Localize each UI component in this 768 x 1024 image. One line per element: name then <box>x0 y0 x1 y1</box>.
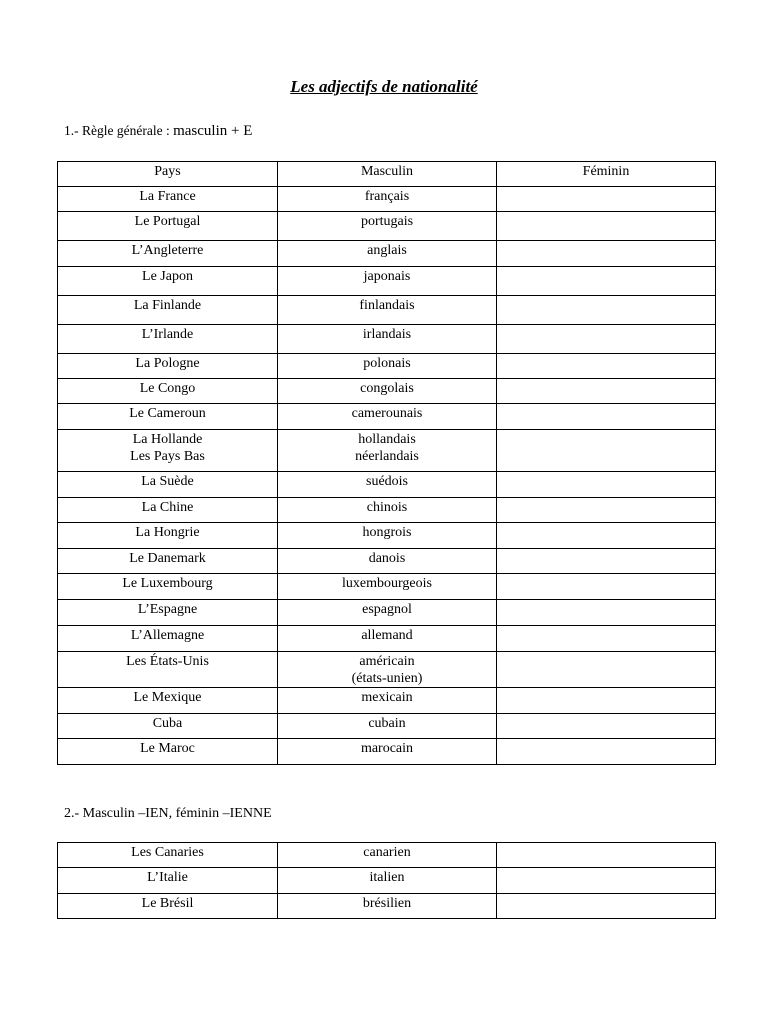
feminin-text <box>497 739 715 740</box>
feminin-cell <box>497 652 716 688</box>
table-row <box>58 843 716 868</box>
feminin-text <box>497 212 715 213</box>
table-row <box>58 739 716 765</box>
pays-text: La Hollande Les Pays Bas <box>130 432 205 464</box>
pays-text: Les Canaries <box>131 845 204 860</box>
table-row <box>58 267 716 296</box>
feminin-cell <box>497 325 716 354</box>
masculin-text: marocain <box>360 741 414 756</box>
feminin-cell <box>497 241 716 267</box>
masculin-cell <box>278 241 497 267</box>
pays-text: La France <box>139 189 196 204</box>
table-row <box>58 574 716 600</box>
table-row <box>58 523 716 549</box>
feminin-text <box>497 296 715 297</box>
feminin-cell <box>497 714 716 739</box>
feminin-text <box>497 652 715 653</box>
masculin-text: camerounais <box>351 406 423 421</box>
masculin-text: mexicain <box>361 690 413 705</box>
feminin-cell <box>497 379 716 404</box>
masculin-cell <box>278 325 497 354</box>
pays-text: Le Brésil <box>141 896 194 911</box>
feminin-cell <box>497 212 716 241</box>
feminin-cell <box>497 354 716 379</box>
pays-text: Le Maroc <box>140 741 195 756</box>
feminin-text <box>497 472 715 473</box>
pays-cell <box>58 241 278 267</box>
masculin-text: portugais <box>360 214 414 229</box>
feminin-text <box>497 241 715 242</box>
table-row <box>58 430 716 472</box>
feminin-text <box>497 574 715 575</box>
feminin-cell <box>497 498 716 523</box>
feminin-cell <box>497 868 716 894</box>
pays-cell <box>58 843 278 868</box>
masculin-cell <box>278 354 497 379</box>
table-row <box>58 241 716 267</box>
masculin-text: irlandais <box>362 327 412 342</box>
masculin-cell <box>278 714 497 739</box>
pays-cell <box>58 688 278 714</box>
header-masculin-text: Masculin <box>360 164 414 179</box>
feminin-text <box>497 354 715 355</box>
table-row <box>58 600 716 626</box>
table-row <box>58 404 716 430</box>
masculin-text: américain (états-unien) <box>351 654 423 686</box>
feminin-text <box>497 600 715 601</box>
feminin-text <box>497 430 715 431</box>
document-title: Les adjectifs de nationalité <box>290 77 478 96</box>
feminin-text <box>497 549 715 550</box>
table-row <box>58 325 716 354</box>
masculin-text: allemand <box>361 628 413 643</box>
table-row <box>58 379 716 404</box>
pays-text: La Suède <box>141 474 194 489</box>
masculin-cell <box>278 868 497 894</box>
table-row <box>58 894 716 919</box>
feminin-cell <box>497 472 716 498</box>
pays-cell <box>58 626 278 652</box>
pays-text: Cuba <box>152 716 183 731</box>
section1-heading <box>64 123 252 140</box>
masculin-cell <box>278 523 497 549</box>
masculin-text: italien <box>369 870 405 885</box>
masculin-text: japonais <box>363 269 411 284</box>
masculin-text: hollandais néerlandais <box>355 432 419 464</box>
pays-cell <box>58 267 278 296</box>
pays-cell <box>58 894 278 919</box>
pays-cell <box>58 868 278 894</box>
feminin-cell <box>497 739 716 765</box>
masculin-cell <box>278 688 497 714</box>
masculin-cell <box>278 894 497 919</box>
masculin-cell <box>278 739 497 765</box>
pays-cell <box>58 379 278 404</box>
feminin-cell <box>497 688 716 714</box>
feminin-text <box>497 626 715 627</box>
masculin-text: cubain <box>368 716 406 731</box>
masculin-text: canarien <box>363 845 411 860</box>
feminin-text <box>497 523 715 524</box>
pays-text: Le Cameroun <box>129 406 206 421</box>
header-pays-cell <box>58 162 278 187</box>
masculin-text: anglais <box>367 243 407 258</box>
section1-heading-rule: masculin + E <box>173 123 253 139</box>
header-pays-text: Pays <box>154 164 181 179</box>
pays-text: Le Portugal <box>134 214 201 229</box>
feminin-cell <box>497 523 716 549</box>
feminin-cell <box>497 894 716 919</box>
feminin-text <box>497 404 715 405</box>
pays-cell <box>58 652 278 688</box>
masculin-cell <box>278 472 497 498</box>
header-feminin-cell <box>497 162 716 187</box>
pays-text: Le Japon <box>142 269 193 284</box>
masculin-text: luxembourgeois <box>342 576 432 591</box>
feminin-cell <box>497 626 716 652</box>
masculin-text: brésilien <box>362 896 412 911</box>
pays-cell <box>58 430 278 472</box>
pays-cell <box>58 187 278 212</box>
pays-text: L’Italie <box>147 870 188 885</box>
nationality-table-2 <box>57 842 716 919</box>
pays-text: La Hongrie <box>135 525 200 540</box>
masculin-text: congolais <box>360 381 414 396</box>
masculin-cell <box>278 212 497 241</box>
masculin-cell <box>278 843 497 868</box>
masculin-cell <box>278 187 497 212</box>
pays-text: La Finlande <box>133 298 202 313</box>
masculin-text: espagnol <box>362 602 412 617</box>
table-row <box>58 868 716 894</box>
table-row <box>58 212 716 241</box>
pays-text: Le Danemark <box>129 551 206 566</box>
pays-cell <box>58 523 278 549</box>
masculin-cell <box>278 267 497 296</box>
feminin-cell <box>497 187 716 212</box>
pays-text: L’Espagne <box>137 602 198 617</box>
pays-cell <box>58 600 278 626</box>
feminin-cell <box>497 843 716 868</box>
header-masculin-cell <box>278 162 497 187</box>
section1-heading-prefix: 1.- Règle générale : <box>64 123 174 138</box>
feminin-text <box>497 267 715 268</box>
pays-text: Le Luxembourg <box>122 576 213 591</box>
feminin-text <box>497 325 715 326</box>
pays-cell <box>58 498 278 523</box>
masculin-cell <box>278 296 497 325</box>
masculin-cell <box>278 498 497 523</box>
feminin-cell <box>497 430 716 472</box>
pays-cell <box>58 574 278 600</box>
pays-cell <box>58 549 278 574</box>
masculin-text: finlandais <box>359 298 415 313</box>
table-row <box>58 688 716 714</box>
table-row <box>58 354 716 379</box>
feminin-text <box>497 379 715 380</box>
feminin-text <box>497 498 715 499</box>
feminin-text <box>497 843 715 844</box>
pays-text: Les États-Unis <box>126 654 209 669</box>
masculin-text: polonais <box>363 356 411 371</box>
masculin-text: danois <box>368 551 406 566</box>
pays-cell <box>58 354 278 379</box>
pays-text: Le Congo <box>139 381 196 396</box>
feminin-cell <box>497 600 716 626</box>
pays-text: L’Allemagne <box>130 628 205 643</box>
nationality-table-1 <box>57 161 716 765</box>
pays-text: La Pologne <box>135 356 200 371</box>
masculin-cell <box>278 600 497 626</box>
masculin-text: suédois <box>366 474 408 489</box>
pays-text: L’Irlande <box>141 327 194 342</box>
section2-heading: 2.- Masculin –IEN, féminin –IENNE <box>64 806 272 821</box>
header-feminin-text: Féminin <box>582 164 630 179</box>
pays-cell <box>58 472 278 498</box>
table-row <box>58 626 716 652</box>
table-row <box>58 472 716 498</box>
table-row <box>58 652 716 688</box>
masculin-cell <box>278 430 497 472</box>
pays-cell <box>58 212 278 241</box>
masculin-cell <box>278 404 497 430</box>
feminin-text <box>497 714 715 715</box>
feminin-cell <box>497 267 716 296</box>
pays-text: Le Mexique <box>133 690 202 705</box>
masculin-cell <box>278 574 497 600</box>
table-row <box>58 296 716 325</box>
feminin-cell <box>497 404 716 430</box>
masculin-cell <box>278 652 497 688</box>
feminin-text <box>497 868 715 869</box>
pays-cell <box>58 325 278 354</box>
masculin-text: hongrois <box>362 525 412 540</box>
table-row <box>58 714 716 739</box>
masculin-text: français <box>364 189 410 204</box>
feminin-cell <box>497 574 716 600</box>
pays-cell <box>58 404 278 430</box>
table-row <box>58 549 716 574</box>
pays-text: La Chine <box>141 500 194 515</box>
feminin-cell <box>497 549 716 574</box>
feminin-text <box>497 894 715 895</box>
pays-cell <box>58 714 278 739</box>
feminin-cell <box>497 296 716 325</box>
masculin-text: chinois <box>366 500 408 515</box>
pays-text: L’Angleterre <box>131 243 204 258</box>
masculin-cell <box>278 379 497 404</box>
feminin-text <box>497 187 715 188</box>
feminin-text <box>497 688 715 689</box>
table-header-row <box>58 162 716 187</box>
pays-cell <box>58 296 278 325</box>
table-row <box>58 498 716 523</box>
masculin-cell <box>278 549 497 574</box>
pays-cell <box>58 739 278 765</box>
masculin-cell <box>278 626 497 652</box>
table-row <box>58 187 716 212</box>
